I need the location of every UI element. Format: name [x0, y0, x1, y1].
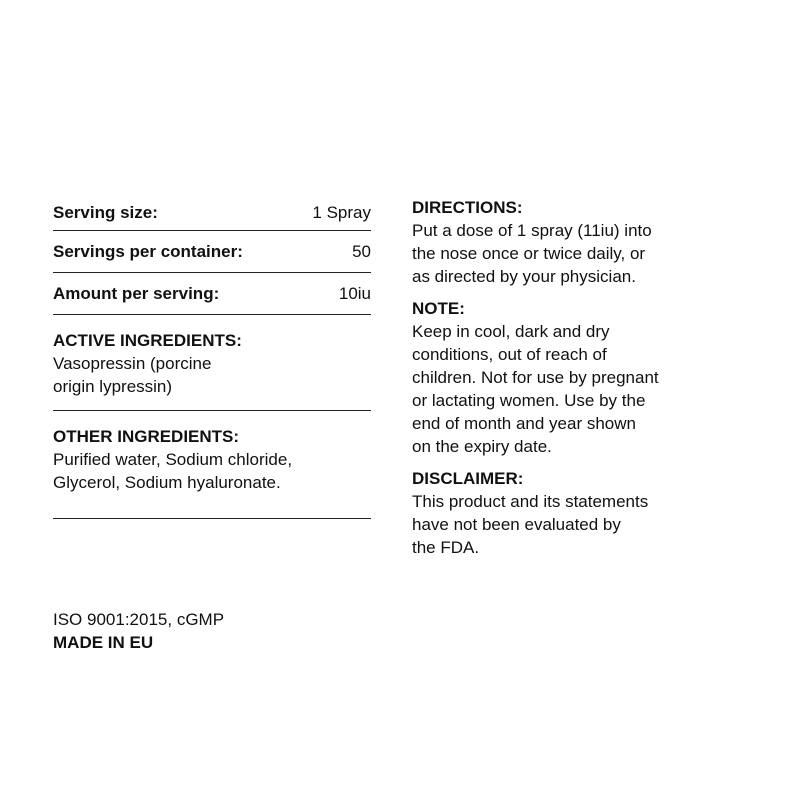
note-section: [412, 298, 752, 458]
serving-size-label: Serving size:: [53, 203, 158, 222]
note-line-4: or lactating women. Use by the: [412, 391, 646, 410]
servings-per-container-value: 50: [352, 241, 371, 261]
directions-line-2: the nose once or twice daily, or: [412, 244, 646, 263]
serving-size-row: [53, 196, 371, 231]
disclaimer-line-1: This product and its statements: [412, 492, 649, 511]
note-line-6: on the expiry date.: [412, 437, 552, 456]
other-ingredients-line-2: Glycerol, Sodium hyaluronate.: [53, 473, 281, 492]
origin-text: MADE IN EU: [53, 633, 154, 652]
serving-size-value: 1 Spray: [312, 203, 371, 222]
other-ingredients-line-1: Purified water, Sodium chloride,: [53, 450, 293, 469]
disclaimer-title: DISCLAIMER:: [412, 469, 524, 488]
directions-line-1: Put a dose of 1 spray (11iu) into: [412, 221, 652, 240]
note-line-3: children. Not for use by pregnant: [412, 368, 659, 387]
other-ingredients-title: OTHER INGREDIENTS:: [53, 427, 240, 446]
disclaimer-line-2: have not been evaluated by: [412, 515, 621, 534]
certification-footer: [53, 608, 224, 654]
note-line-2: conditions, out of reach of: [412, 345, 607, 364]
amount-per-serving-row: [53, 273, 371, 315]
servings-per-container-label: Servings per container:: [53, 241, 243, 261]
info-panel: [412, 197, 752, 569]
amount-per-serving-value: 10iu: [338, 283, 371, 303]
other-ingredients-block: [53, 411, 371, 519]
directions-section: [412, 197, 752, 288]
supplement-facts-panel: [53, 196, 371, 519]
amount-per-serving-label: Amount per serving:: [53, 283, 220, 303]
certification-text: ISO 9001:2015, cGMP: [53, 610, 225, 629]
note-title: NOTE:: [412, 299, 465, 318]
disclaimer-line-3: the FDA.: [412, 538, 480, 557]
note-line-1: Keep in cool, dark and dry: [412, 322, 610, 341]
note-line-5: end of month and year shown: [412, 414, 636, 433]
active-ingredients-title: ACTIVE INGREDIENTS:: [53, 331, 242, 350]
active-ingredients-block: [53, 315, 371, 411]
active-ingredients-line-2: origin lypressin): [53, 377, 173, 396]
servings-per-container-row: [53, 231, 371, 273]
disclaimer-section: [412, 468, 752, 559]
directions-line-3: as directed by your physician.: [412, 267, 636, 286]
directions-title: DIRECTIONS:: [412, 198, 523, 217]
active-ingredients-line-1: Vasopressin (porcine: [53, 354, 212, 373]
